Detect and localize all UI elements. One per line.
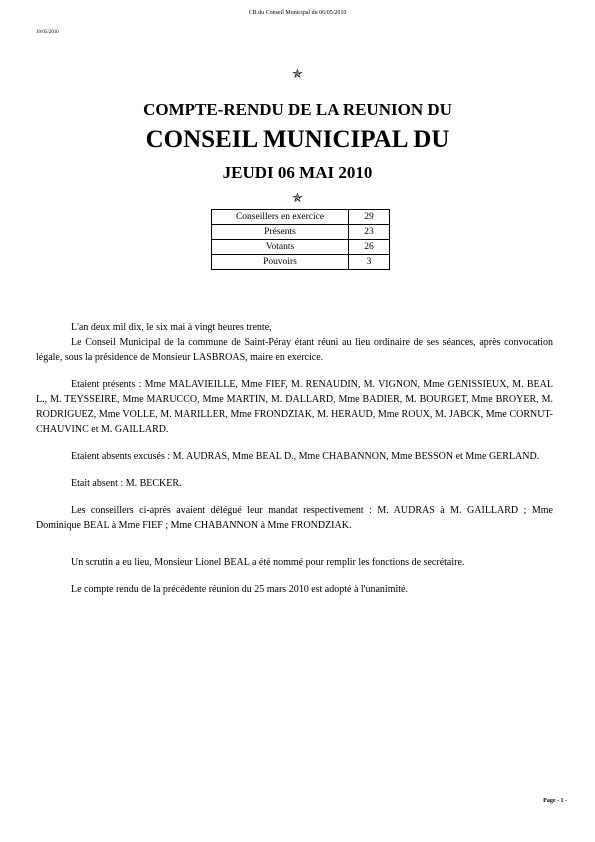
opening-date-paragraph: L'an deux mil dix, le six mai à vingt heures trente, <box>71 322 272 333</box>
table-row <box>212 240 390 255</box>
table-cell-label: Conseillers en exercice <box>212 210 349 225</box>
star-ornament-top: ✯ <box>292 66 303 81</box>
absent-paragraph: Etait absent : M. BECKER. <box>71 478 182 489</box>
previous-minutes-paragraph: Le compte rendu de la précédente réunion du 25 mars 2010 est adopté à l'unanimité. <box>71 584 408 595</box>
title-line-1: COMPTE-RENDU DE LA REUNION DU <box>143 100 452 119</box>
excused-absences-paragraph: Etaient absents excusés : M. AUDRAS, Mme BEAL D., Mme CHABANNON, Mme BESSON et Mme GERLAND. <box>71 451 540 462</box>
table-cell-label: Votants <box>212 240 349 255</box>
document-reference: 10/05/2010 <box>36 30 59 35</box>
table-row <box>212 225 390 240</box>
table-cell-value: 3 <box>349 255 390 270</box>
table-cell-label: Présents <box>212 225 349 240</box>
star-ornament-bottom: ✯ <box>292 190 303 205</box>
minutes-body <box>36 320 553 597</box>
page-number: Page - 1 - <box>543 798 567 804</box>
secretary-paragraph: Un scrutin a eu lieu, Monsieur Lionel BEAL a été nommé pour remplir les fonctions de secrétaire. <box>71 557 465 568</box>
present-members-paragraph: Etaient présents : Mme MALAVIEILLE, Mme FIEF, M. RENAUDIN, M. VIGNON, Mme GENISSIEUX, M. BEAL L., M. TEYSSEIRE, Mme MARUCCO, Mme MARTIN, M. DALLARD, Mme BADIER, M. BOURGET, Mme BROYER, M. RODRIGUEZ, Mme VOLLE, M. MARILLER, Mme FRONDZIAK, M. HERAUD, Mme ROUX, M. JABCK, Mme CORNUT-CHAUVINC et M. GAILLARD. <box>36 379 553 435</box>
table-row <box>212 210 390 225</box>
title-line-3: JEUDI 06 MAI 2010 <box>222 163 373 182</box>
table-row <box>212 255 390 270</box>
attendance-table <box>211 209 390 270</box>
title-line-2: CONSEIL MUNICIPAL DU <box>145 126 450 153</box>
table-cell-value: 29 <box>349 210 390 225</box>
running-header: CR du Conseil Municipal du 06/05/2010 <box>248 10 347 16</box>
table-cell-value: 23 <box>349 225 390 240</box>
table-cell-value: 26 <box>349 240 390 255</box>
meeting-convocation-paragraph: Le Conseil Municipal de la commune de Saint-Péray étant réuni au lieu ordinaire de ses séances, après convocation légale, sous la présidence de Monsieur LASBROAS, maire en exercice. <box>36 337 553 363</box>
proxies-paragraph: Les conseillers ci-après avaient délégué leur mandat respectivement : M. AUDRAS à M. GAILLARD ; Mme Dominique BEAL à Mme FIEF ; Mme CHABANNON à Mme FRONDZIAK. <box>36 505 553 531</box>
table-cell-label: Pouvoirs <box>212 255 349 270</box>
